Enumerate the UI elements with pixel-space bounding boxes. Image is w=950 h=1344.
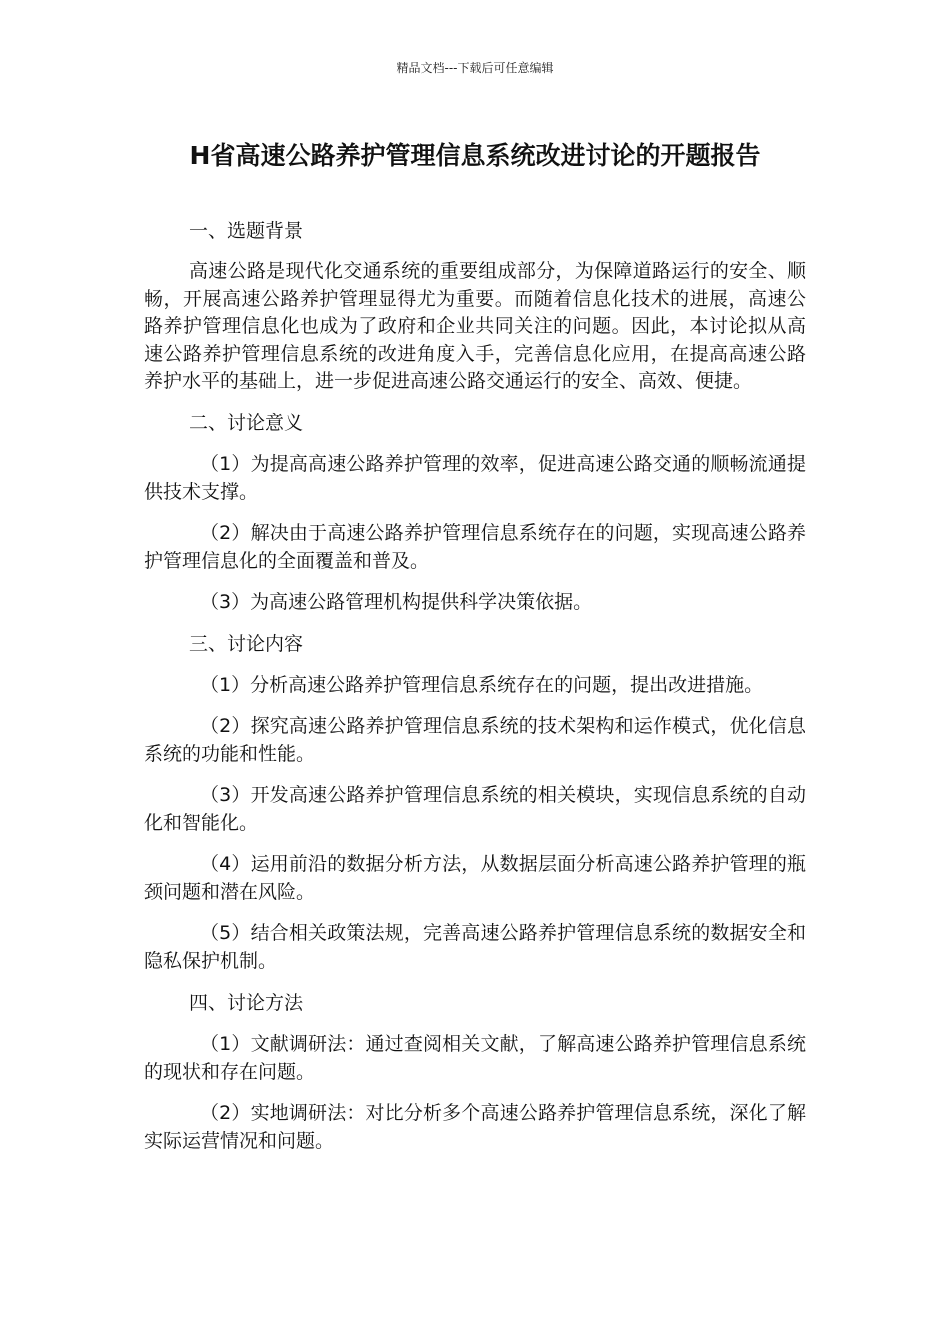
- section-heading: 一、选题背景: [189, 220, 304, 242]
- section-heading: 四、讨论方法: [189, 991, 304, 1014]
- section-heading: 三、讨论内容: [189, 632, 304, 655]
- section-content: [144, 629, 806, 975]
- body-paragraph: 高速公路是现代化交通系统的重要组成部分，为保障道路运行的安全、顺畅，开展高速公路养护管理显得尤为重要。而随着信息化技术的进展，高速公路养护管理信息化也成为了政府和企业共同关注的问题。因此，本讨论拟从高速公路养护管理信息系统的改进角度入手，完善信息化应用，在提高高速公路养护水平的基础上，进一步促进高速公路交通运行的安全、高效、便捷。: [144, 260, 806, 393]
- list-item: （3）开发高速公路养护管理信息系统的相关模块，实现信息系统的自动化和智能化。: [144, 783, 806, 834]
- section-heading: 二、讨论意义: [189, 411, 304, 434]
- list-item: （1）文献调研法：通过查阅相关文献，了解高速公路养护管理信息系统的现状和存在问题。: [144, 1032, 806, 1083]
- document-title: H省高速公路养护管理信息系统改进讨论的开题报告: [189, 141, 761, 170]
- list-item: （4）运用前沿的数据分析方法，从数据层面分析高速公路养护管理的瓶颈问题和潜在风险。: [144, 852, 806, 903]
- list-item: （1）为提高高速公路养护管理的效率，促进高速公路交通的顺畅流通提供技术支撑。: [144, 452, 806, 503]
- document-body: [144, 216, 806, 1168]
- list-item: （1）分析高速公路养护管理信息系统存在的问题，提出改进措施。: [200, 673, 764, 696]
- list-item: （5）结合相关政策法规，完善高速公路养护管理信息系统的数据安全和隐私保护机制。: [144, 921, 806, 972]
- header-note: 精品文档---下载后可任意编辑: [396, 61, 554, 75]
- section-methods: [144, 988, 806, 1155]
- list-item: （3）为高速公路管理机构提供科学决策依据。: [200, 590, 593, 613]
- list-item: （2）探究高速公路养护管理信息系统的技术架构和运作模式，优化信息系统的功能和性能。: [144, 714, 806, 765]
- section-background: [144, 216, 806, 396]
- section-significance: [144, 408, 806, 616]
- list-item: （2）解决由于高速公路养护管理信息系统存在的问题，实现高速公路养护管理信息化的全面覆盖和普及。: [144, 521, 806, 572]
- list-item: （2）实地调研法：对比分析多个高速公路养护管理信息系统，深化了解实际运营情况和问题。: [144, 1101, 806, 1152]
